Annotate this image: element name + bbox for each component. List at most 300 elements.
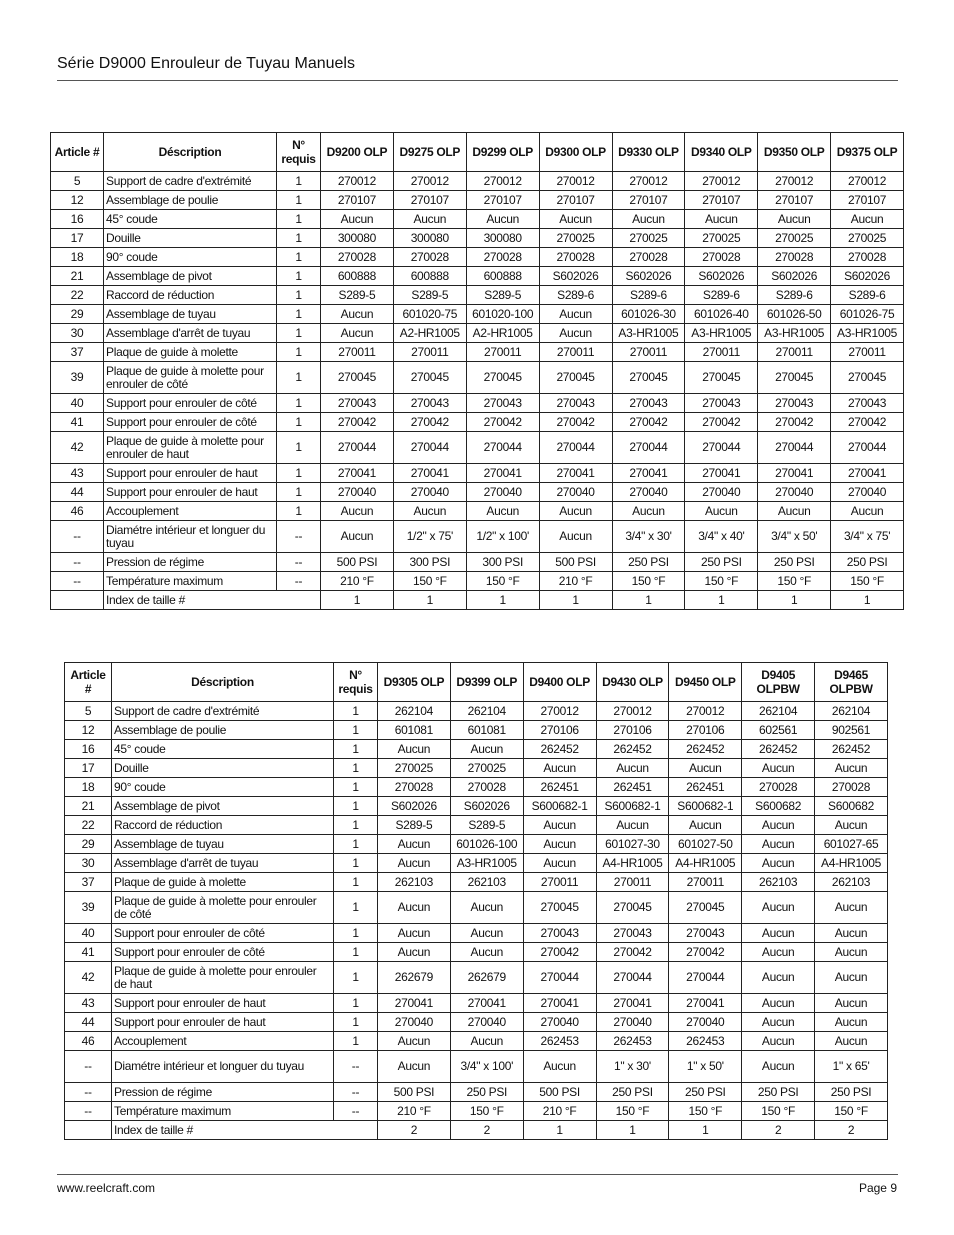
part-number-cell: 270045 xyxy=(466,362,539,394)
part-number-cell: Aucun xyxy=(742,835,815,854)
description-cell: Assemblage de poulie xyxy=(104,191,277,210)
table-row xyxy=(65,1013,888,1032)
part-number-cell: 270042 xyxy=(669,943,742,962)
part-number-cell: 270107 xyxy=(758,191,831,210)
column-header: Déscription xyxy=(112,663,334,702)
part-number-cell: 262452 xyxy=(742,740,815,759)
part-number-cell: Aucun xyxy=(321,210,394,229)
article-cell: 21 xyxy=(51,267,104,286)
part-number-cell: 270025 xyxy=(539,229,612,248)
part-number-cell: 270040 xyxy=(612,483,685,502)
column-header: D9465 OLPBW xyxy=(815,663,888,702)
quantity-cell: -- xyxy=(334,1083,378,1102)
column-header: D9305 OLP xyxy=(378,663,451,702)
quantity-cell: 1 xyxy=(334,892,378,924)
part-number-cell: Aucun xyxy=(523,835,596,854)
part-number-cell: 262103 xyxy=(742,873,815,892)
part-number-cell: 250 PSI xyxy=(596,1083,669,1102)
quantity-cell: 1 xyxy=(277,464,321,483)
part-number-cell: 270012 xyxy=(831,172,904,191)
part-number-cell: 270028 xyxy=(393,248,466,267)
part-number-cell: 270028 xyxy=(539,248,612,267)
column-header: N° requis xyxy=(277,133,321,172)
part-number-cell: 270040 xyxy=(831,483,904,502)
table-header-row xyxy=(51,133,904,172)
part-number-cell: 270011 xyxy=(685,343,758,362)
part-number-cell: 270011 xyxy=(466,343,539,362)
table-row xyxy=(65,797,888,816)
part-number-cell: 150 °F xyxy=(393,572,466,591)
part-number-cell: 150 °F xyxy=(831,572,904,591)
part-number-cell: 270042 xyxy=(596,943,669,962)
part-number-cell: 262104 xyxy=(378,702,451,721)
part-number-cell: 270028 xyxy=(378,778,451,797)
part-number-cell: 270011 xyxy=(758,343,831,362)
part-number-cell: 500 PSI xyxy=(523,1083,596,1102)
part-number-cell: Aucun xyxy=(450,943,523,962)
description-cell: Support pour enrouler de haut xyxy=(112,1013,334,1032)
article-cell: 40 xyxy=(65,924,112,943)
empty-cell xyxy=(65,1121,112,1140)
part-number-cell: 270041 xyxy=(466,464,539,483)
part-number-cell: 270042 xyxy=(393,413,466,432)
index-value-cell: 1 xyxy=(685,591,758,610)
part-number-cell: Aucun xyxy=(815,816,888,835)
index-value-cell: 1 xyxy=(596,1121,669,1140)
part-number-cell: 270042 xyxy=(685,413,758,432)
part-number-cell: S289-5 xyxy=(393,286,466,305)
index-value-cell: 2 xyxy=(378,1121,451,1140)
part-number-cell: S289-5 xyxy=(450,816,523,835)
index-value-cell: 1 xyxy=(758,591,831,610)
description-cell: Plaque de guide à molette pour enrouler de haut xyxy=(104,432,277,464)
description-cell: 45° coude xyxy=(112,740,334,759)
footer-rule xyxy=(57,1174,898,1175)
part-number-cell: 270028 xyxy=(612,248,685,267)
index-label: Index de taille # xyxy=(112,1121,378,1140)
part-number-cell: 150 °F xyxy=(466,572,539,591)
part-number-cell: 270041 xyxy=(393,464,466,483)
column-header: Déscription xyxy=(104,133,277,172)
index-row xyxy=(65,1121,888,1140)
part-number-cell: 270040 xyxy=(321,483,394,502)
quantity-cell: 1 xyxy=(277,248,321,267)
quantity-cell: 1 xyxy=(334,873,378,892)
part-number-cell: 270040 xyxy=(523,1013,596,1032)
article-cell: 5 xyxy=(51,172,104,191)
parts-table-1 xyxy=(50,132,904,610)
column-header: D9375 OLP xyxy=(831,133,904,172)
table-row xyxy=(51,521,904,553)
article-cell: 43 xyxy=(65,994,112,1013)
part-number-cell: 262453 xyxy=(669,1032,742,1051)
description-cell: Support pour enrouler de haut xyxy=(104,483,277,502)
table-row xyxy=(65,1102,888,1121)
description-cell: Support de cadre d'extrémité xyxy=(104,172,277,191)
quantity-cell: 1 xyxy=(334,1032,378,1051)
part-number-cell: 270044 xyxy=(669,962,742,994)
part-number-cell: 270042 xyxy=(612,413,685,432)
part-number-cell: S602026 xyxy=(378,797,451,816)
part-number-cell: A2-HR1005 xyxy=(393,324,466,343)
part-number-cell: 262453 xyxy=(596,1032,669,1051)
part-number-cell: 270040 xyxy=(669,1013,742,1032)
quantity-cell: 1 xyxy=(334,854,378,873)
article-cell: 22 xyxy=(65,816,112,835)
part-number-cell: 300080 xyxy=(393,229,466,248)
part-number-cell: A3-HR1005 xyxy=(612,324,685,343)
part-number-cell: 270028 xyxy=(450,778,523,797)
part-number-cell: Aucun xyxy=(378,892,451,924)
part-number-cell: Aucun xyxy=(815,759,888,778)
part-number-cell: 270107 xyxy=(321,191,394,210)
part-number-cell: 270040 xyxy=(393,483,466,502)
part-number-cell: 270041 xyxy=(758,464,831,483)
part-number-cell: S600682-1 xyxy=(523,797,596,816)
table-row xyxy=(51,553,904,572)
part-number-cell: Aucun xyxy=(450,892,523,924)
part-number-cell: 270042 xyxy=(466,413,539,432)
part-number-cell: 1" x 50' xyxy=(669,1051,742,1083)
part-number-cell: 601081 xyxy=(450,721,523,740)
part-number-cell: Aucun xyxy=(539,324,612,343)
part-number-cell: Aucun xyxy=(742,962,815,994)
article-cell: 12 xyxy=(51,191,104,210)
description-cell: Support pour enrouler de côté xyxy=(112,924,334,943)
part-number-cell: Aucun xyxy=(539,210,612,229)
article-cell: 18 xyxy=(51,248,104,267)
part-number-cell: Aucun xyxy=(466,210,539,229)
table-row xyxy=(51,413,904,432)
article-cell: 37 xyxy=(51,343,104,362)
article-cell: 29 xyxy=(51,305,104,324)
part-number-cell: 270011 xyxy=(612,343,685,362)
part-number-cell: 270044 xyxy=(612,432,685,464)
part-number-cell: Aucun xyxy=(378,835,451,854)
table-row xyxy=(51,572,904,591)
index-row xyxy=(51,591,904,610)
part-number-cell: Aucun xyxy=(742,1013,815,1032)
quantity-cell: 1 xyxy=(277,394,321,413)
description-cell: Température maximum xyxy=(112,1102,334,1121)
part-number-cell: 270043 xyxy=(523,924,596,943)
index-value-cell: 2 xyxy=(742,1121,815,1140)
part-number-cell: 250 PSI xyxy=(742,1083,815,1102)
part-number-cell: 262103 xyxy=(378,873,451,892)
part-number-cell: 150 °F xyxy=(669,1102,742,1121)
quantity-cell: 1 xyxy=(277,191,321,210)
header-rule xyxy=(57,80,898,81)
article-cell: 18 xyxy=(65,778,112,797)
article-cell: 42 xyxy=(51,432,104,464)
part-number-cell: Aucun xyxy=(523,759,596,778)
article-cell: 30 xyxy=(65,854,112,873)
table-row xyxy=(65,994,888,1013)
part-number-cell: Aucun xyxy=(539,305,612,324)
part-number-cell: 270040 xyxy=(466,483,539,502)
part-number-cell: 270012 xyxy=(596,702,669,721)
table-row xyxy=(51,464,904,483)
index-value-cell: 1 xyxy=(669,1121,742,1140)
part-number-cell: 601020-75 xyxy=(393,305,466,324)
part-number-cell: 270012 xyxy=(758,172,831,191)
part-number-cell: 270025 xyxy=(685,229,758,248)
part-number-cell: Aucun xyxy=(523,1051,596,1083)
column-header: Article # xyxy=(65,663,112,702)
description-cell: 45° coude xyxy=(104,210,277,229)
quantity-cell: 1 xyxy=(334,1013,378,1032)
part-number-cell: 270045 xyxy=(523,892,596,924)
table-row xyxy=(51,191,904,210)
part-number-cell: 250 PSI xyxy=(669,1083,742,1102)
table-row xyxy=(51,502,904,521)
index-value-cell: 1 xyxy=(393,591,466,610)
part-number-cell: 270106 xyxy=(523,721,596,740)
part-number-cell: Aucun xyxy=(612,210,685,229)
description-cell: Support pour enrouler de haut xyxy=(104,464,277,483)
part-number-cell: S289-6 xyxy=(685,286,758,305)
quantity-cell: 1 xyxy=(277,362,321,394)
quantity-cell: 1 xyxy=(277,267,321,286)
part-number-cell: 270012 xyxy=(539,172,612,191)
table-row xyxy=(51,267,904,286)
part-number-cell: A4-HR1005 xyxy=(669,854,742,873)
part-number-cell: 601027-65 xyxy=(815,835,888,854)
table-row xyxy=(65,1083,888,1102)
part-number-cell: 270045 xyxy=(831,362,904,394)
part-number-cell: S289-5 xyxy=(466,286,539,305)
part-number-cell: 300080 xyxy=(466,229,539,248)
column-header: D9340 OLP xyxy=(685,133,758,172)
part-number-cell: Aucun xyxy=(450,740,523,759)
part-number-cell: 270045 xyxy=(539,362,612,394)
description-cell: Plaque de guide à molette pour enrouler de haut xyxy=(112,962,334,994)
quantity-cell: 1 xyxy=(334,962,378,994)
part-number-cell: 270042 xyxy=(758,413,831,432)
quantity-cell: 1 xyxy=(334,759,378,778)
column-header: D9330 OLP xyxy=(612,133,685,172)
part-number-cell: 270041 xyxy=(523,994,596,1013)
part-number-cell: Aucun xyxy=(539,521,612,553)
part-number-cell: Aucun xyxy=(742,854,815,873)
part-number-cell: 270043 xyxy=(596,924,669,943)
description-cell: Plaque de guide à molette pour enrouler de côté xyxy=(104,362,277,394)
empty-cell xyxy=(51,591,104,610)
article-cell: 41 xyxy=(65,943,112,962)
article-cell: -- xyxy=(65,1051,112,1083)
part-number-cell: A3-HR1005 xyxy=(450,854,523,873)
part-number-cell: Aucun xyxy=(523,854,596,873)
quantity-cell: 1 xyxy=(277,502,321,521)
part-number-cell: 270106 xyxy=(596,721,669,740)
part-number-cell: 270011 xyxy=(831,343,904,362)
part-number-cell: 270045 xyxy=(758,362,831,394)
part-number-cell: Aucun xyxy=(831,210,904,229)
description-cell: Plaque de guide à molette xyxy=(104,343,277,362)
quantity-cell: -- xyxy=(334,1102,378,1121)
article-cell: 43 xyxy=(51,464,104,483)
part-number-cell: 270107 xyxy=(393,191,466,210)
part-number-cell: Aucun xyxy=(450,924,523,943)
part-number-cell: S289-5 xyxy=(321,286,394,305)
part-number-cell: 210 °F xyxy=(321,572,394,591)
part-number-cell: Aucun xyxy=(321,521,394,553)
article-cell: 22 xyxy=(51,286,104,305)
part-number-cell: S600682-1 xyxy=(596,797,669,816)
column-header: D9430 OLP xyxy=(596,663,669,702)
part-number-cell: 150 °F xyxy=(815,1102,888,1121)
table-row xyxy=(51,248,904,267)
description-cell: Plaque de guide à molette xyxy=(112,873,334,892)
description-cell: Support pour enrouler de côté xyxy=(104,413,277,432)
part-number-cell: 270011 xyxy=(539,343,612,362)
part-number-cell: A3-HR1005 xyxy=(831,324,904,343)
article-cell: 16 xyxy=(65,740,112,759)
part-number-cell: A3-HR1005 xyxy=(758,324,831,343)
part-number-cell: 270107 xyxy=(539,191,612,210)
part-number-cell: 1" x 65' xyxy=(815,1051,888,1083)
part-number-cell: 150 °F xyxy=(758,572,831,591)
description-cell: Accouplement xyxy=(104,502,277,521)
description-cell: Douille xyxy=(104,229,277,248)
part-number-cell: 500 PSI xyxy=(321,553,394,572)
table-row xyxy=(51,305,904,324)
quantity-cell: -- xyxy=(277,572,321,591)
part-number-cell: Aucun xyxy=(758,502,831,521)
part-number-cell: 270011 xyxy=(393,343,466,362)
part-number-cell: S289-6 xyxy=(612,286,685,305)
table-row xyxy=(51,172,904,191)
quantity-cell: -- xyxy=(277,521,321,553)
part-number-cell: 270041 xyxy=(378,994,451,1013)
part-number-cell: 270043 xyxy=(466,394,539,413)
part-number-cell: 270044 xyxy=(685,432,758,464)
index-value-cell: 1 xyxy=(612,591,685,610)
part-number-cell: 270025 xyxy=(378,759,451,778)
column-header: N° requis xyxy=(334,663,378,702)
part-number-cell: 150 °F xyxy=(596,1102,669,1121)
part-number-cell: Aucun xyxy=(742,924,815,943)
part-number-cell: S602026 xyxy=(450,797,523,816)
part-number-cell: 601081 xyxy=(378,721,451,740)
part-number-cell: 270012 xyxy=(523,702,596,721)
part-number-cell: Aucun xyxy=(669,759,742,778)
description-cell: Support de cadre d'extrémité xyxy=(112,702,334,721)
part-number-cell: 210 °F xyxy=(539,572,612,591)
part-number-cell: Aucun xyxy=(321,305,394,324)
part-number-cell: Aucun xyxy=(393,502,466,521)
part-number-cell: Aucun xyxy=(378,1051,451,1083)
description-cell: Assemblage de tuyau xyxy=(104,305,277,324)
part-number-cell: S602026 xyxy=(758,267,831,286)
part-number-cell: 270045 xyxy=(596,892,669,924)
part-number-cell: 270041 xyxy=(669,994,742,1013)
index-value-cell: 1 xyxy=(539,591,612,610)
quantity-cell: 1 xyxy=(277,305,321,324)
table-row xyxy=(65,1032,888,1051)
part-number-cell: 270042 xyxy=(831,413,904,432)
index-label: Index de taille # xyxy=(104,591,321,610)
quantity-cell: 1 xyxy=(277,324,321,343)
description-cell: Diamétre intérieur et longuer du tuyau xyxy=(104,521,277,553)
part-number-cell: 601026-40 xyxy=(685,305,758,324)
part-number-cell: 270041 xyxy=(596,994,669,1013)
part-number-cell: Aucun xyxy=(815,962,888,994)
part-number-cell: 600888 xyxy=(321,267,394,286)
part-number-cell: 601026-30 xyxy=(612,305,685,324)
page-title: Série D9000 Enrouleur de Tuyau Manuels xyxy=(57,55,355,72)
column-header: D9300 OLP xyxy=(539,133,612,172)
part-number-cell: 270043 xyxy=(612,394,685,413)
article-cell: -- xyxy=(65,1102,112,1121)
part-number-cell: 270044 xyxy=(393,432,466,464)
part-number-cell: 601027-50 xyxy=(669,835,742,854)
quantity-cell: 1 xyxy=(334,797,378,816)
index-value-cell: 1 xyxy=(523,1121,596,1140)
part-number-cell: 270045 xyxy=(685,362,758,394)
part-number-cell: 262451 xyxy=(523,778,596,797)
description-cell: 90° coude xyxy=(104,248,277,267)
quantity-cell: 1 xyxy=(334,924,378,943)
description-cell: Support pour enrouler de côté xyxy=(104,394,277,413)
table-row xyxy=(51,483,904,502)
part-number-cell: 270011 xyxy=(321,343,394,362)
part-number-cell: 270045 xyxy=(321,362,394,394)
quantity-cell: 1 xyxy=(334,702,378,721)
article-cell: 41 xyxy=(51,413,104,432)
part-number-cell: Aucun xyxy=(815,1013,888,1032)
table-row xyxy=(65,854,888,873)
part-number-cell: 1" x 30' xyxy=(596,1051,669,1083)
article-cell: -- xyxy=(51,572,104,591)
part-number-cell: 270043 xyxy=(758,394,831,413)
description-cell: Température maximum xyxy=(104,572,277,591)
part-number-cell: 270044 xyxy=(831,432,904,464)
description-cell: Diamétre intérieur et longuer du tuyau xyxy=(112,1051,334,1083)
table-row xyxy=(65,835,888,854)
description-cell: Raccord de réduction xyxy=(104,286,277,305)
part-number-cell: 262452 xyxy=(596,740,669,759)
column-header: D9400 OLP xyxy=(523,663,596,702)
part-number-cell: 270012 xyxy=(612,172,685,191)
index-value-cell: 1 xyxy=(321,591,394,610)
part-number-cell: Aucun xyxy=(596,759,669,778)
part-number-cell: 270044 xyxy=(539,432,612,464)
quantity-cell: 1 xyxy=(334,994,378,1013)
description-cell: Assemblage de tuyau xyxy=(112,835,334,854)
table-row xyxy=(51,229,904,248)
part-number-cell: 270041 xyxy=(321,464,394,483)
description-cell: Raccord de réduction xyxy=(112,816,334,835)
part-number-cell: Aucun xyxy=(742,994,815,1013)
part-number-cell: Aucun xyxy=(815,994,888,1013)
part-number-cell: Aucun xyxy=(393,210,466,229)
part-number-cell: 602561 xyxy=(742,721,815,740)
part-number-cell: 262452 xyxy=(669,740,742,759)
part-number-cell: 250 PSI xyxy=(831,553,904,572)
part-number-cell: Aucun xyxy=(466,502,539,521)
part-number-cell: 270025 xyxy=(758,229,831,248)
column-header: Article # xyxy=(51,133,104,172)
quantity-cell: 1 xyxy=(334,835,378,854)
part-number-cell: 270028 xyxy=(685,248,758,267)
part-number-cell: Aucun xyxy=(669,816,742,835)
article-cell: 17 xyxy=(51,229,104,248)
part-number-cell: 262451 xyxy=(596,778,669,797)
part-number-cell: Aucun xyxy=(831,502,904,521)
part-number-cell: 270012 xyxy=(685,172,758,191)
part-number-cell: 500 PSI xyxy=(539,553,612,572)
